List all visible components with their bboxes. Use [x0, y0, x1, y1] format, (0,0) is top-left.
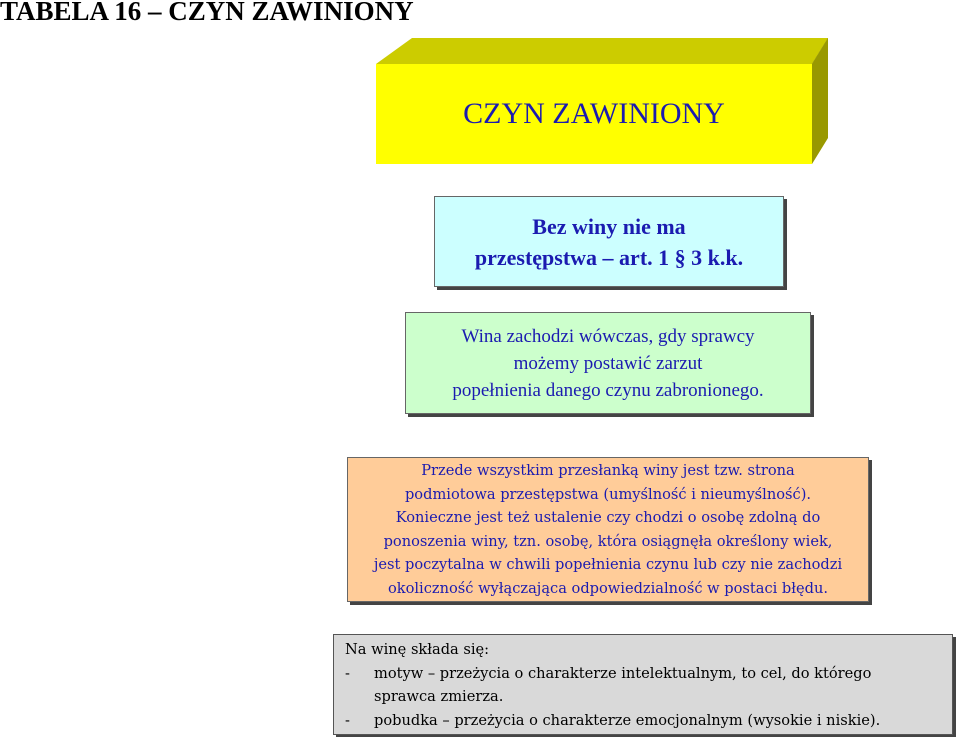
list-item-continuation: sprawca zmierza. — [374, 688, 504, 706]
principle-box — [434, 196, 784, 287]
header-box — [376, 38, 828, 164]
definition-line-3: popełnienia danego czynu zabronionego. — [452, 379, 764, 401]
conditions-box — [347, 457, 869, 602]
principle-line-2: przestępstwa – art. 1 § 3 k.k. — [474, 244, 744, 270]
conditions-text: Przede wszystkim przesłanką winy jest tzw. strona podmiotowa przestępstwa (umyślność i nieumyślność). Konieczne jest też ustalenie czy chodzi o osobę zdolną do ponoszenia winy, tzn. osobę, która osiągnęła określony wiek, jest poczytalna w chwili popełnienia czynu lub czy nie zachodzi okoliczność wyłączająca odpowiedzialność w postaci błędu. — [373, 462, 843, 597]
principle-line-1: Bez winy nie ma — [532, 213, 686, 239]
components-intro: Na winę składa się: — [345, 641, 490, 658]
list-item — [345, 662, 952, 686]
list-item — [345, 709, 952, 733]
list-dash: - — [345, 711, 350, 729]
header-box-title: CZYN ZAWINIONY — [463, 97, 725, 130]
page-title: TABELA 16 – CZYN ZAWINIONY — [0, 0, 414, 26]
definition-line-2: możemy postawić zarzut — [513, 352, 703, 374]
definition-line-1: Wina zachodzi wówczas, gdy sprawcy — [461, 325, 755, 347]
list-item-text: motyw – przeżycia o charakterze intelektualnym, to cel, do którego — [374, 664, 872, 682]
definition-box — [405, 312, 811, 414]
list-dash: - — [345, 664, 350, 682]
components-box — [333, 634, 953, 735]
list-item-text: pobudka – przeżycia o charakterze emocjonalnym (wysokie i niskie). — [374, 711, 881, 729]
